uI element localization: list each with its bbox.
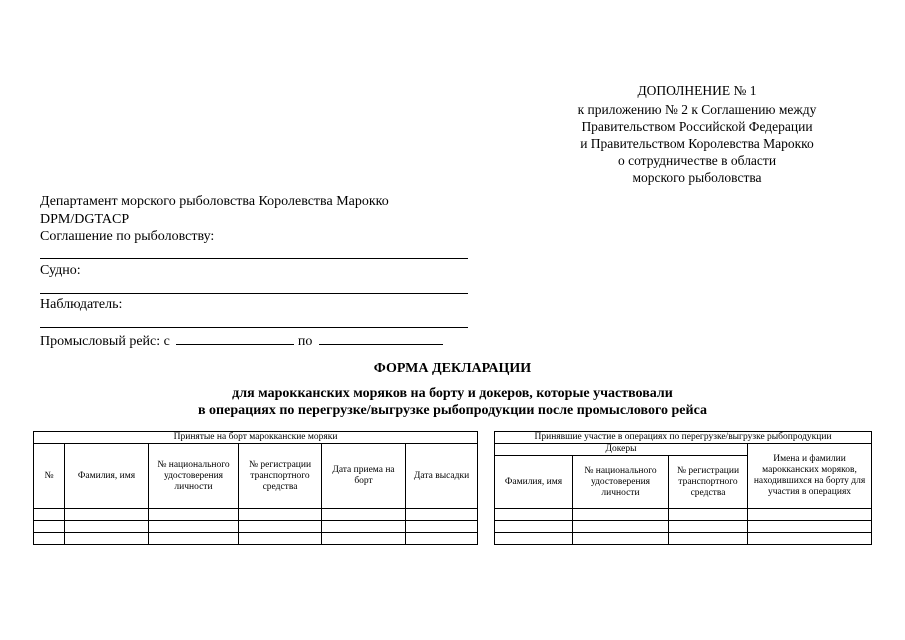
column-header: Дата высадки [406,444,478,509]
observer-line[interactable] [40,327,468,328]
trip-from-blank[interactable] [176,331,294,345]
dockers-table [494,431,872,545]
table-row [34,533,478,545]
dockers-group-header: Докеры [495,444,748,456]
observer-label: Наблюдатель: [40,297,123,312]
column-header: № национального удостоверения личности [573,456,669,509]
annex-line: морского рыболовства [632,170,762,185]
table-row [495,509,872,521]
annex-block [552,82,842,186]
column-header: № регистрации транспортного средства [669,456,748,509]
annex-line: и Правительством Королевства Марокко [580,136,814,151]
trip-row [40,331,443,350]
table-row [34,521,478,533]
trip-label: Промысловый рейс: с [40,334,170,349]
trip-to-blank[interactable] [319,331,443,345]
column-header: Дата приема на борт [322,444,406,509]
table-row [495,521,872,533]
annex-line: о сотрудничестве в области [617,153,777,168]
department-block [40,193,389,246]
form-subtitle-2: в операциях по перегрузке/выгрузке рыбопродукции после промыслового рейса [198,403,707,418]
table-row [495,533,872,545]
column-header: № регистрации транспортного средства [239,444,322,509]
vessel-line[interactable] [40,293,468,294]
annex-line: Правительством Российской Федерации [581,119,813,134]
sailors-column-header: Имена и фамилии марокканских моряков, находившихся на борту для участия в операциях [748,444,872,509]
annex-line: к приложению № 2 к Соглашению между [577,102,817,117]
crew-table-caption: Принятые на борт марокканские моряки [34,432,478,444]
form-title: ФОРМА ДЕКЛАРАЦИИ [373,361,532,376]
column-header: Фамилия, имя [65,444,149,509]
table-row [34,509,478,521]
agreement-label: Соглашение по рыболовству: [40,229,215,244]
column-header: № национального удостоверения личности [149,444,239,509]
column-header: Фамилия, имя [495,456,573,509]
agreement-line[interactable] [40,258,468,259]
annex-title: ДОПОЛНЕНИЕ № 1 [637,83,757,98]
trip-to-label: по [297,334,313,349]
department-code: DPM/DGTACP [40,211,130,227]
department-name: Департамент морского рыболовства Королевства Марокко [40,194,389,209]
vessel-label: Судно: [40,263,81,278]
dockers-table-caption: Принявшие участие в операциях по перегрузке/выгрузке рыбопродукции [495,432,872,444]
crew-table [33,431,478,545]
column-header: № [34,444,65,509]
form-subtitle-1: для марокканских моряков на борту и докеров, которые участвовали [232,386,673,401]
